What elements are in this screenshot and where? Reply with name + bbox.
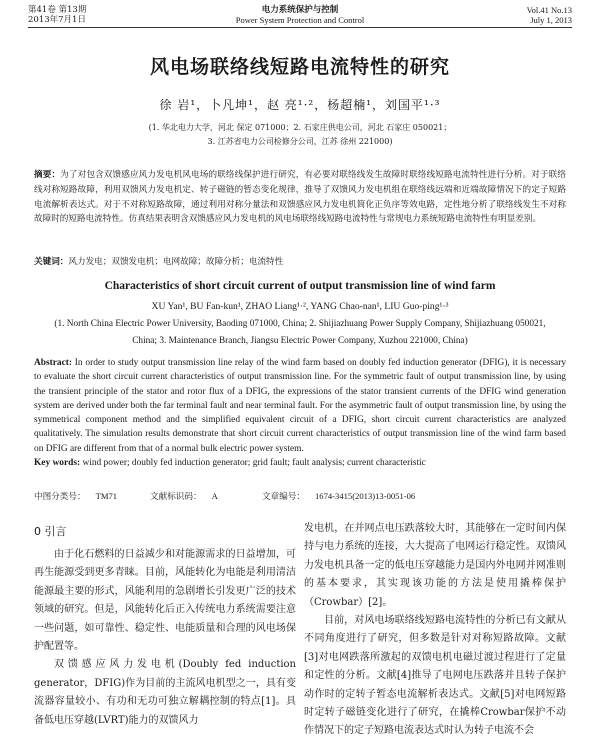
authors-en: XU Yan¹, BU Fan-kun¹, ZHAO Liang¹·², YANG Chao-nan¹, LIU Guo-ping¹·³ (151, 301, 449, 312)
header-volume-issue: 第41卷 第13期 (28, 5, 87, 15)
keywords-cn (34, 256, 566, 269)
page-header (28, 4, 572, 28)
abstract-en-label: Abstract: (34, 358, 73, 368)
document-code (150, 490, 218, 503)
body-paragraph: 发电机，在并网点电压跌落较大时，其能够在一定时间内保持与电力系统的连接，大大提高了电网运行稳定性。双馈风力发电机具备一定的低电压穿越能力是国内外电网并网准则的基本要求，其实现该功能的方法是使用撬棒保护（Crowbar）[2]。 (304, 523, 566, 608)
paper-title-en: Characteristics of short circuit current of output transmission line of wind farm (104, 280, 496, 292)
body-column-left (34, 520, 296, 730)
abstract-en-text: In order to study output transmission line relay of the wind farm based on doubly fed induction generator (DFIG), it is necessary to evaluate the short circuit current characteristics of output transmission line. For the symmetric fault of output transmission line, by using the transient principle of the stator and rotor flux of a DFIG, the expressions of the stator transient currents of the DFIG wind generation system are derived under both the far terminal fault and near terminal fault. For the asymmetric fault of output transmission line, by using the symmetrical component method and the simplified equivalent circuit of a DFIG, short circuit current characteristics are analyzed qualitatively. The simulation results demonstrate that short circuit current characteristics of output transmission line of the wind farm based on DFIG are different from that of a normal bulk electric power system. (34, 358, 567, 454)
article-no-label: 文章编号： (262, 492, 305, 502)
body-paragraph: 目前，对风电场联络线短路电流特性的分析已有文献从不同角度进行了研究，但多数是针对对称短路故障。文献[3]对电网跌落所激起的双馈电机电磁过渡过程进行了定量和定性的分析。文献[4]推导了电网电压跌落并且转子保护动作时的定转子暂态电流解析表达式。文献[5]对电网短路时定转子磁链变化进行了研究，在撬棒Crowbar保护不动作情况下的定子短路电流表达式时认为转子电流不会 (304, 615, 566, 737)
article-number (262, 490, 415, 503)
clc-value: TM71 (95, 491, 118, 501)
header-date-en: July 1, 2013 (530, 15, 572, 25)
doc-code-label: 文献标识码： (150, 492, 202, 502)
keywords-cn-label: 关键词： (34, 257, 69, 267)
affiliation-cn-line-1: (1. 华北电力大学，河北 保定 071000；2. 石家庄供电公司，河北 石家庄 050021； (148, 123, 452, 132)
keywords-cn-text: 风力发电；双馈发电机；电网故障；故障分析；电流特性 (68, 257, 284, 267)
doc-code-value: A (211, 491, 218, 501)
keywords-en-label: Key words: (34, 458, 81, 468)
body-paragraph: 双馈感应风力发电机(Doubly fed induction generator，DFIG)作为目前的主流风电机型之一，具有变流器容量较小、有功和无功可独立解耦控制的特点[1]。具备低电压穿越(LVRT)能力的双馈风力 (34, 659, 296, 726)
header-journal-cn: 电力系统保护与控制 (261, 5, 339, 15)
abstract-cn-text: 为了对包含双馈感应风力发电机风电场的联络线保护进行研究，有必要对联络线发生故障时联络线短路电流特性进行分析。对于联络线对称短路故障，利用双馈风力发电机定、转子磁链的暂态变化规律，推导了双馈风力发电机组在联络线远端和近端故障情况下的定子短路电流解析表达式。对于不对称短路故障，通过利用对称分量法和双馈感应风力发电机简化正负序等效电路，定性地分析了联络线发生不对称故障时的短路电流特性。仿真结果表明含双馈感应风力发电机的风电场联络线短路电流特性与常规电力系统短路电流特性有明显差别。 (34, 170, 566, 225)
keywords-en-text: wind power; doubly fed induction generator; grid fault; fault analysis; current characteristic (82, 458, 426, 468)
abstract-cn-label: 摘要： (34, 170, 61, 180)
body-column-right (304, 520, 566, 740)
article-no-value: 1674-3415(2013)13-0051-06 (314, 491, 416, 501)
abstract-cn (34, 168, 566, 227)
header-volume-en: Vol.41 No.13 (526, 5, 572, 15)
abstract-en (34, 356, 566, 456)
body-paragraph: 由于化石燃料的日益减少和对能源需求的日益增加，可再生能源受到更多青睐。目前，风能转化为电能是利用清洁能源最主要的形式，风能利用的急剧增长引发更广泛的技术领域的研究。但是，风能转化后正入传统电力系统需要注意一些问题，如可靠性、稳定性、电能质量和合理的风电场保护配置等。 (34, 549, 296, 653)
section-heading-introduction: 0 引言 (34, 525, 67, 538)
header-journal-en: Power System Protection and Control (235, 15, 365, 25)
affiliation-cn-line-2: 3. 江苏省电力公司检修分公司，江苏 徐州 221000) (207, 137, 393, 146)
clc-label: 中图分类号： (34, 492, 86, 502)
clc-number (34, 490, 117, 503)
header-date-cn: 2013年7月1日 (28, 15, 86, 25)
authors-cn: 徐 岩¹，卜凡坤¹，赵 亮¹·²，杨超楠¹，刘国平¹·³ (159, 98, 441, 112)
keywords-en (34, 457, 566, 469)
paper-title-cn: 风电场联络线短路电流特性的研究 (149, 56, 450, 78)
affiliation-en-line-2: China; 3. Maintenance Branch, Jiangsu Electric Power Company, Xuzhou 221000, China) (132, 336, 468, 346)
affiliation-en-line-1: (1. North China Electric Power University, Baoding 071000, China; 2. Shijiazhuang Power Supply Company, Shijiazhuang 050021, (54, 319, 546, 329)
